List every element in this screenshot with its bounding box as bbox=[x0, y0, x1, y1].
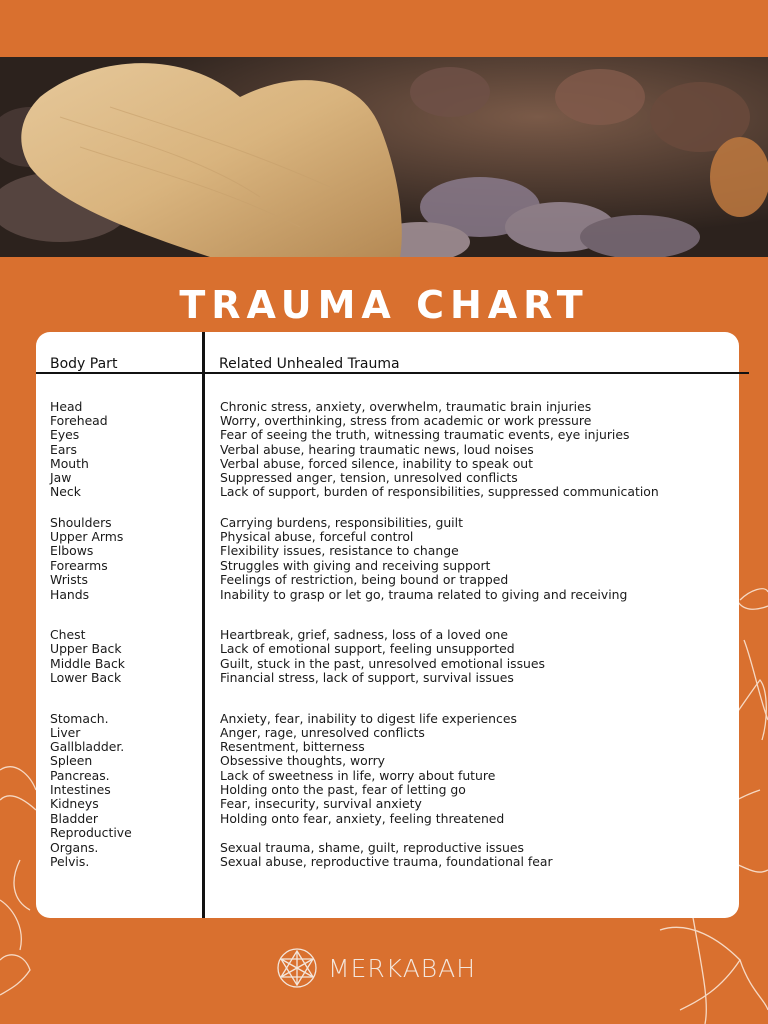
trauma-cell: Lack of emotional support, feeling unsupported bbox=[220, 641, 515, 656]
body-part-cell: Hands bbox=[50, 587, 90, 602]
table-row bbox=[36, 769, 739, 783]
trauma-cell: Physical abuse, forceful control bbox=[220, 529, 414, 544]
brand-name: MERKABAH bbox=[328, 953, 477, 983]
body-part-cell: Elbows bbox=[50, 543, 94, 558]
body-part-cell: Stomach. bbox=[50, 711, 109, 726]
table-row bbox=[36, 443, 739, 457]
body-part-cell: Middle Back bbox=[50, 656, 125, 671]
table-row bbox=[36, 657, 739, 671]
body-part-cell: Shoulders bbox=[50, 515, 112, 530]
table-row bbox=[36, 628, 739, 642]
trauma-cell: Resentment, bitterness bbox=[220, 739, 365, 754]
table-row bbox=[36, 726, 739, 740]
trauma-cell: Worry, overthinking, stress from academic or work pressure bbox=[220, 413, 592, 428]
body-part-cell: Wrists bbox=[50, 572, 89, 587]
body-part-cell: Spleen bbox=[50, 753, 93, 768]
table-row bbox=[36, 740, 739, 754]
body-part-cell: Pelvis. bbox=[50, 854, 90, 869]
brand-footer bbox=[276, 948, 476, 988]
trauma-cell: Verbal abuse, forced silence, inability to speak out bbox=[220, 456, 534, 471]
trauma-cell: Fear, insecurity, survival anxiety bbox=[220, 796, 422, 811]
body-part-cell: Pancreas. bbox=[50, 768, 110, 783]
body-part-cell: Bladder bbox=[50, 811, 98, 826]
trauma-cell: Heartbreak, grief, sadness, loss of a loved one bbox=[220, 627, 509, 642]
table-row bbox=[36, 826, 739, 840]
hero-image bbox=[0, 57, 768, 257]
body-part-cell: Jaw bbox=[50, 470, 72, 485]
trauma-cell: Holding onto the past, fear of letting go bbox=[220, 782, 466, 797]
trauma-cell: Sexual abuse, reproductive trauma, foundational fear bbox=[220, 854, 553, 869]
table-row bbox=[36, 754, 739, 768]
trauma-table bbox=[36, 332, 739, 918]
table-row bbox=[36, 797, 739, 811]
trauma-cell: Anxiety, fear, inability to digest life experiences bbox=[220, 711, 517, 726]
trauma-cell: Anger, rage, unresolved conflicts bbox=[220, 725, 425, 740]
table-row bbox=[36, 588, 739, 602]
body-part-cell: Gallbladder. bbox=[50, 739, 125, 754]
trauma-cell: Guilt, stuck in the past, unresolved emotional issues bbox=[220, 656, 545, 671]
page-title: TRAUMA CHART bbox=[179, 283, 589, 327]
body-part-cell: Lower Back bbox=[50, 670, 122, 685]
body-part-cell: Upper Arms bbox=[50, 529, 124, 544]
table-row bbox=[36, 855, 739, 869]
trauma-cell: Flexibility issues, resistance to change bbox=[220, 543, 459, 558]
wooden-heart-on-leaves-photo bbox=[0, 57, 768, 257]
table-row bbox=[36, 642, 739, 656]
column-header-trauma: Related Unhealed Trauma bbox=[219, 356, 400, 372]
merkabah-star-icon bbox=[276, 947, 318, 989]
trauma-cell: Obsessive thoughts, worry bbox=[220, 753, 386, 768]
body-part-cell: Ears bbox=[50, 442, 77, 457]
table-row bbox=[36, 485, 739, 499]
table-row bbox=[36, 530, 739, 544]
trauma-cell: Sexual trauma, shame, guilt, reproductive issues bbox=[220, 840, 524, 855]
trauma-cell: Verbal abuse, hearing traumatic news, loud noises bbox=[220, 442, 534, 457]
body-part-cell: Eyes bbox=[50, 427, 80, 442]
trauma-cell: Financial stress, lack of support, survival issues bbox=[220, 670, 514, 685]
trauma-cell: Struggles with giving and receiving support bbox=[220, 558, 491, 573]
body-part-cell: Liver bbox=[50, 725, 81, 740]
column-header-body-part: Body Part bbox=[50, 356, 118, 372]
table-row bbox=[36, 471, 739, 485]
body-part-cell: Mouth bbox=[50, 456, 89, 471]
body-part-cell: Chest bbox=[50, 627, 86, 642]
trauma-cell: Lack of sweetness in life, worry about future bbox=[220, 768, 496, 783]
table-row bbox=[36, 783, 739, 797]
table-row bbox=[36, 457, 739, 471]
table-row bbox=[36, 712, 739, 726]
table-row bbox=[36, 414, 739, 428]
header-divider bbox=[36, 372, 749, 374]
table-row bbox=[36, 400, 739, 414]
trauma-cell: Fear of seeing the truth, witnessing traumatic events, eye injuries bbox=[220, 427, 630, 442]
table-row bbox=[36, 671, 739, 685]
body-part-cell: Neck bbox=[50, 484, 81, 499]
table-row bbox=[36, 516, 739, 530]
body-part-cell: Head bbox=[50, 399, 83, 414]
body-part-cell: Forearms bbox=[50, 558, 108, 573]
table-row bbox=[36, 559, 739, 573]
table-row bbox=[36, 573, 739, 587]
body-part-cell: Organs. bbox=[50, 840, 99, 855]
table-row bbox=[36, 544, 739, 558]
body-part-cell: Upper Back bbox=[50, 641, 122, 656]
table-row bbox=[36, 428, 739, 442]
trauma-cell: Lack of support, burden of responsibilities, suppressed communication bbox=[220, 484, 659, 499]
trauma-cell: Chronic stress, anxiety, overwhelm, traumatic brain injuries bbox=[220, 399, 592, 414]
table-row bbox=[36, 812, 739, 826]
trauma-cell: Feelings of restriction, being bound or trapped bbox=[220, 572, 509, 587]
trauma-cell: Inability to grasp or let go, trauma related to giving and receiving bbox=[220, 587, 628, 602]
body-part-cell: Reproductive bbox=[50, 825, 132, 840]
trauma-cell: Suppressed anger, tension, unresolved conflicts bbox=[220, 470, 518, 485]
table-row bbox=[36, 841, 739, 855]
body-part-cell: Intestines bbox=[50, 782, 111, 797]
trauma-cell: Holding onto fear, anxiety, feeling threatened bbox=[220, 811, 505, 826]
body-part-cell: Kidneys bbox=[50, 796, 99, 811]
body-part-cell: Forehead bbox=[50, 413, 108, 428]
trauma-cell: Carrying burdens, responsibilities, guilt bbox=[220, 515, 463, 530]
